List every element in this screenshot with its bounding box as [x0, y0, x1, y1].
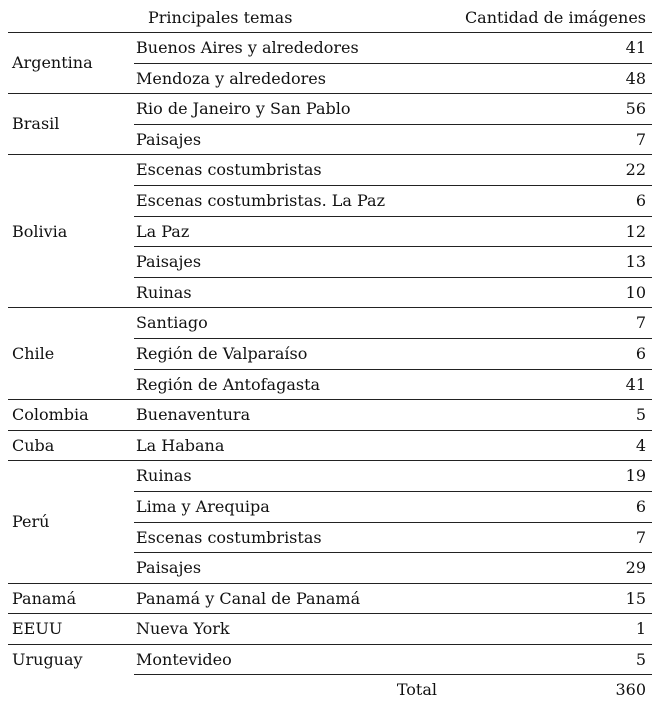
count-cell: 7: [439, 308, 652, 339]
count-cell: 48: [439, 63, 652, 94]
country-cell: Bolivia: [8, 155, 134, 308]
total-row: [8, 675, 652, 705]
table-row: [8, 614, 652, 645]
count-cell: 41: [439, 33, 652, 64]
table-row: [8, 155, 652, 186]
image-count-table: [8, 4, 652, 705]
country-cell: Cuba: [8, 430, 134, 461]
theme-cell: Paisajes: [134, 553, 439, 584]
table-row: [8, 308, 652, 339]
count-cell: 13: [439, 247, 652, 278]
header-country-blank: [8, 4, 134, 33]
country-cell: Chile: [8, 308, 134, 400]
theme-cell: Panamá y Canal de Panamá: [134, 583, 439, 614]
table-row: [8, 583, 652, 614]
country-cell: Brasil: [8, 94, 134, 155]
theme-cell: Santiago: [134, 308, 439, 339]
theme-cell: Región de Valparaíso: [134, 338, 439, 369]
country-cell: Colombia: [8, 400, 134, 431]
theme-cell: Buenaventura: [134, 400, 439, 431]
count-cell: 7: [439, 522, 652, 553]
theme-cell: Paisajes: [134, 124, 439, 155]
theme-cell: Escenas costumbristas: [134, 155, 439, 186]
theme-cell: La Habana: [134, 430, 439, 461]
total-label: Total: [134, 675, 439, 705]
count-cell: 5: [439, 644, 652, 675]
total-value: 360: [439, 675, 652, 705]
country-cell: Uruguay: [8, 644, 134, 675]
country-cell: EEUU: [8, 614, 134, 645]
count-cell: 41: [439, 369, 652, 400]
theme-cell: Escenas costumbristas. La Paz: [134, 185, 439, 216]
table-row: [8, 94, 652, 125]
header-row: [8, 4, 652, 33]
theme-cell: Ruinas: [134, 277, 439, 308]
count-cell: 12: [439, 216, 652, 247]
table-row: [8, 461, 652, 492]
count-cell: 6: [439, 185, 652, 216]
count-cell: 19: [439, 461, 652, 492]
theme-cell: Lima y Arequipa: [134, 491, 439, 522]
theme-cell: La Paz: [134, 216, 439, 247]
count-cell: 5: [439, 400, 652, 431]
count-cell: 29: [439, 553, 652, 584]
table-footer: [8, 675, 652, 705]
theme-cell: Rio de Janeiro y San Pablo: [134, 94, 439, 125]
count-cell: 7: [439, 124, 652, 155]
count-cell: 15: [439, 583, 652, 614]
table-row: [8, 430, 652, 461]
theme-cell: Montevideo: [134, 644, 439, 675]
header-count: Cantidad de imágenes: [439, 4, 652, 33]
country-cell: Argentina: [8, 33, 134, 94]
count-cell: 6: [439, 491, 652, 522]
count-cell: 22: [439, 155, 652, 186]
count-cell: 6: [439, 338, 652, 369]
count-cell: 1: [439, 614, 652, 645]
table-row: [8, 400, 652, 431]
country-cell: Perú: [8, 461, 134, 583]
count-cell: 56: [439, 94, 652, 125]
theme-cell: Nueva York: [134, 614, 439, 645]
total-blank: [8, 675, 134, 705]
theme-cell: Ruinas: [134, 461, 439, 492]
count-cell: 10: [439, 277, 652, 308]
theme-cell: Escenas costumbristas: [134, 522, 439, 553]
theme-cell: Mendoza y alrededores: [134, 63, 439, 94]
table-row: [8, 33, 652, 64]
table-row: [8, 644, 652, 675]
theme-cell: Región de Antofagasta: [134, 369, 439, 400]
country-cell: Panamá: [8, 583, 134, 614]
table-body: [8, 33, 652, 675]
table-header: [8, 4, 652, 33]
theme-cell: Paisajes: [134, 247, 439, 278]
theme-cell: Buenos Aires y alrededores: [134, 33, 439, 64]
count-cell: 4: [439, 430, 652, 461]
header-themes: Principales temas: [134, 4, 439, 33]
